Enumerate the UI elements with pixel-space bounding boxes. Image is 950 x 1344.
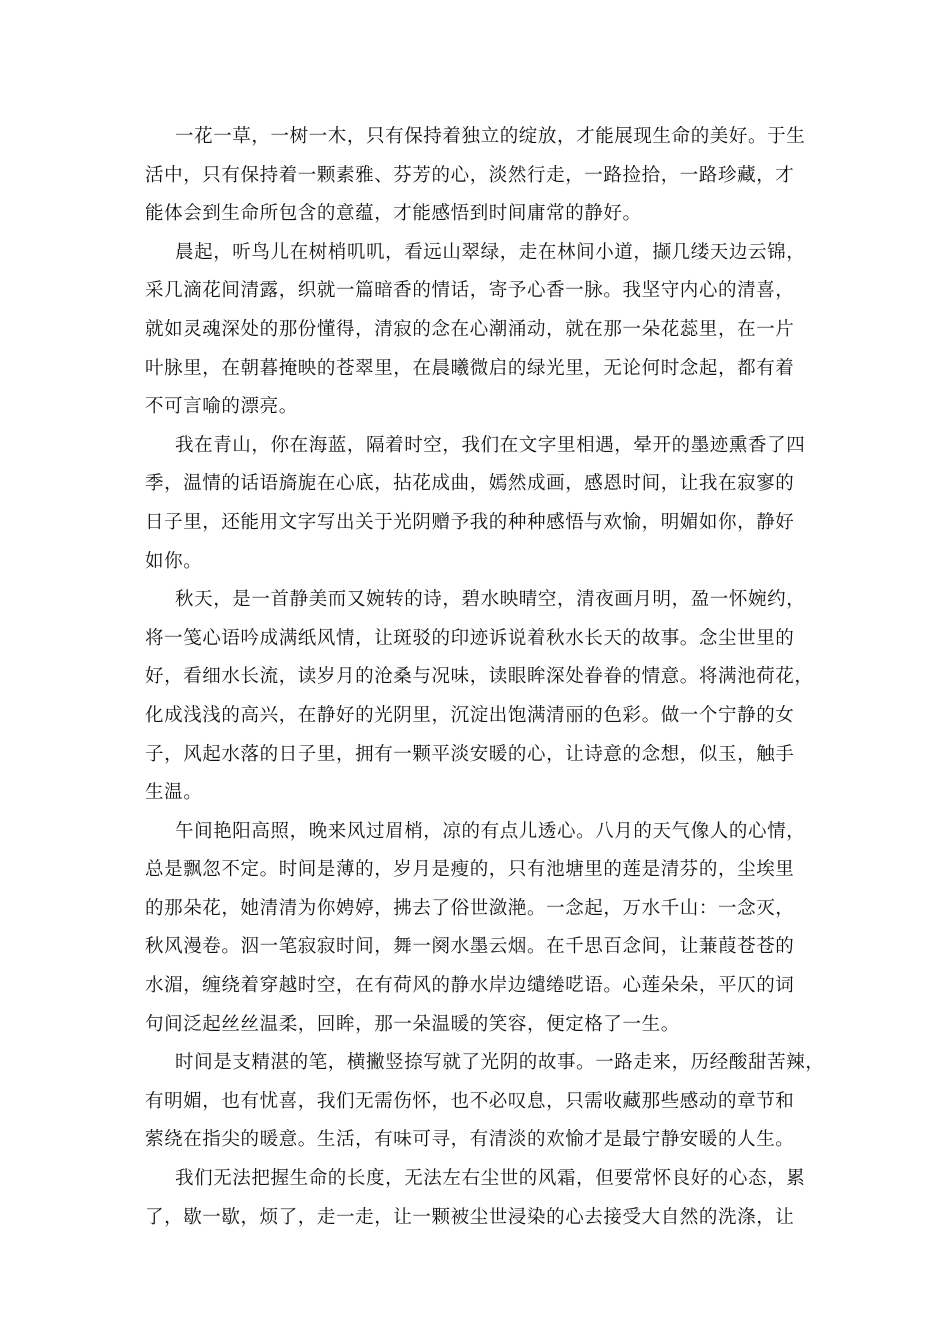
body-text bbox=[145, 118, 825, 1237]
text-line: 了，歇一歇，烦了，走一走，让一颗被尘世浸染的心去接受大自然的洗涤，让 bbox=[145, 1206, 795, 1228]
paragraph-7 bbox=[145, 1160, 805, 1237]
text-line: 水湄，缠绕着穿越时空，在有荷风的静水岸边缱绻呓语。心莲朵朵，平仄的词 bbox=[145, 975, 795, 997]
text-line: 总是飘忽不定。时间是薄的，岁月是瘦的，只有池塘里的莲是清芬的，尘埃里 bbox=[145, 859, 795, 881]
text-line: 晨起，听鸟儿在树梢叽叽，看远山翠绿，走在林间小道，撷几缕天边云锦， bbox=[175, 241, 806, 263]
text-line: 就如灵魂深处的那份懂得，清寂的念在心潮涌动，就在那一朵花蕊里，在一片 bbox=[145, 318, 795, 340]
text-line: 我在青山，你在海蓝，隔着时空，我们在文字里相遇，晕开的墨迹熏香了四 bbox=[175, 434, 806, 456]
text-line: 如你。 bbox=[145, 550, 203, 572]
text-line: 秋天，是一首静美而又婉转的诗，碧水映晴空，清夜画月明，盈一怀婉约， bbox=[175, 589, 806, 611]
text-line: 有明媚，也有忧喜，我们无需伤怀，也不必叹息，只需收藏那些感动的章节和 bbox=[145, 1090, 795, 1112]
paragraph-5 bbox=[145, 813, 805, 1045]
text-line: 活中，只有保持着一颗素雅、芬芳的心，淡然行走，一路捡拾，一路珍藏，才 bbox=[145, 164, 795, 186]
text-line: 我们无法把握生命的长度，无法左右尘世的风霜，但要常怀良好的心态，累 bbox=[175, 1168, 806, 1190]
text-line: 一花一草，一树一木，只有保持着独立的绽放，才能展现生命的美好。于生 bbox=[175, 126, 806, 147]
text-line: 句间泛起丝丝温柔，回眸，那一朵温暖的笑容，便定格了一生。 bbox=[145, 1013, 680, 1035]
text-line: 季，温情的话语旖旎在心底，拈花成曲，嫣然成画，感恩时间，让我在寂寥的 bbox=[145, 473, 795, 495]
text-line: 的那朵花，她清清为你娉婷，拂去了俗世潋滟。一念起，万水千山：一念灭， bbox=[145, 897, 795, 919]
text-line: 将一笺心语吟成满纸风情，让斑驳的印迹诉说着秋水长天的故事。念尘世里的 bbox=[145, 627, 795, 649]
text-line: 化成浅浅的高兴，在静好的光阴里，沉淀出饱满清丽的色彩。做一个宁静的女 bbox=[145, 704, 795, 726]
paragraph-2 bbox=[145, 234, 805, 427]
text-line: 不可言喻的漂亮。 bbox=[145, 396, 298, 418]
text-line: 时间是支精湛的笔，横撇竖捺写就了光阴的故事。一路走来，历经酸甜苦辣， bbox=[175, 1052, 825, 1074]
text-line: 叶脉里，在朝暮掩映的苍翠里，在晨曦微启的绿光里，无论何时念起，都有着 bbox=[145, 357, 795, 379]
paragraph-6 bbox=[145, 1044, 825, 1160]
text-line: 能体会到生命所包含的意蕴，才能感悟到时间庸常的静好。 bbox=[145, 203, 642, 225]
text-line: 好，看细水长流，读岁月的沧桑与况味，读眼眸深处眷眷的情意。将满池荷花， bbox=[145, 666, 814, 688]
paragraph-1 bbox=[145, 118, 805, 234]
paragraph-3 bbox=[145, 427, 805, 581]
paragraph-4 bbox=[145, 581, 814, 813]
text-line: 采几滴花间清露，织就一篇暗香的情话，寄予心香一脉。我坚守内心的清喜， bbox=[145, 280, 795, 302]
text-line: 秋风漫卷。泅一笔寂寂时间，舞一阕水墨云烟。在千思百念间，让蒹葭苍苍的 bbox=[145, 936, 795, 958]
text-line: 生温。 bbox=[145, 782, 203, 804]
text-line: 日子里，还能用文字写出关于光阴赠予我的种种感悟与欢愉，明媚如你，静好 bbox=[145, 511, 795, 533]
text-line: 子，风起水落的日子里，拥有一颗平淡安暖的心，让诗意的念想，似玉，触手 bbox=[145, 743, 795, 765]
text-line: 萦绕在指尖的暖意。生活，有味可寻，有清淡的欢愉才是最宁静安暖的人生。 bbox=[145, 1129, 795, 1151]
text-line: 午间艳阳高照，晚来风过眉梢，凉的有点儿透心。八月的天气像人的心情， bbox=[175, 820, 806, 842]
